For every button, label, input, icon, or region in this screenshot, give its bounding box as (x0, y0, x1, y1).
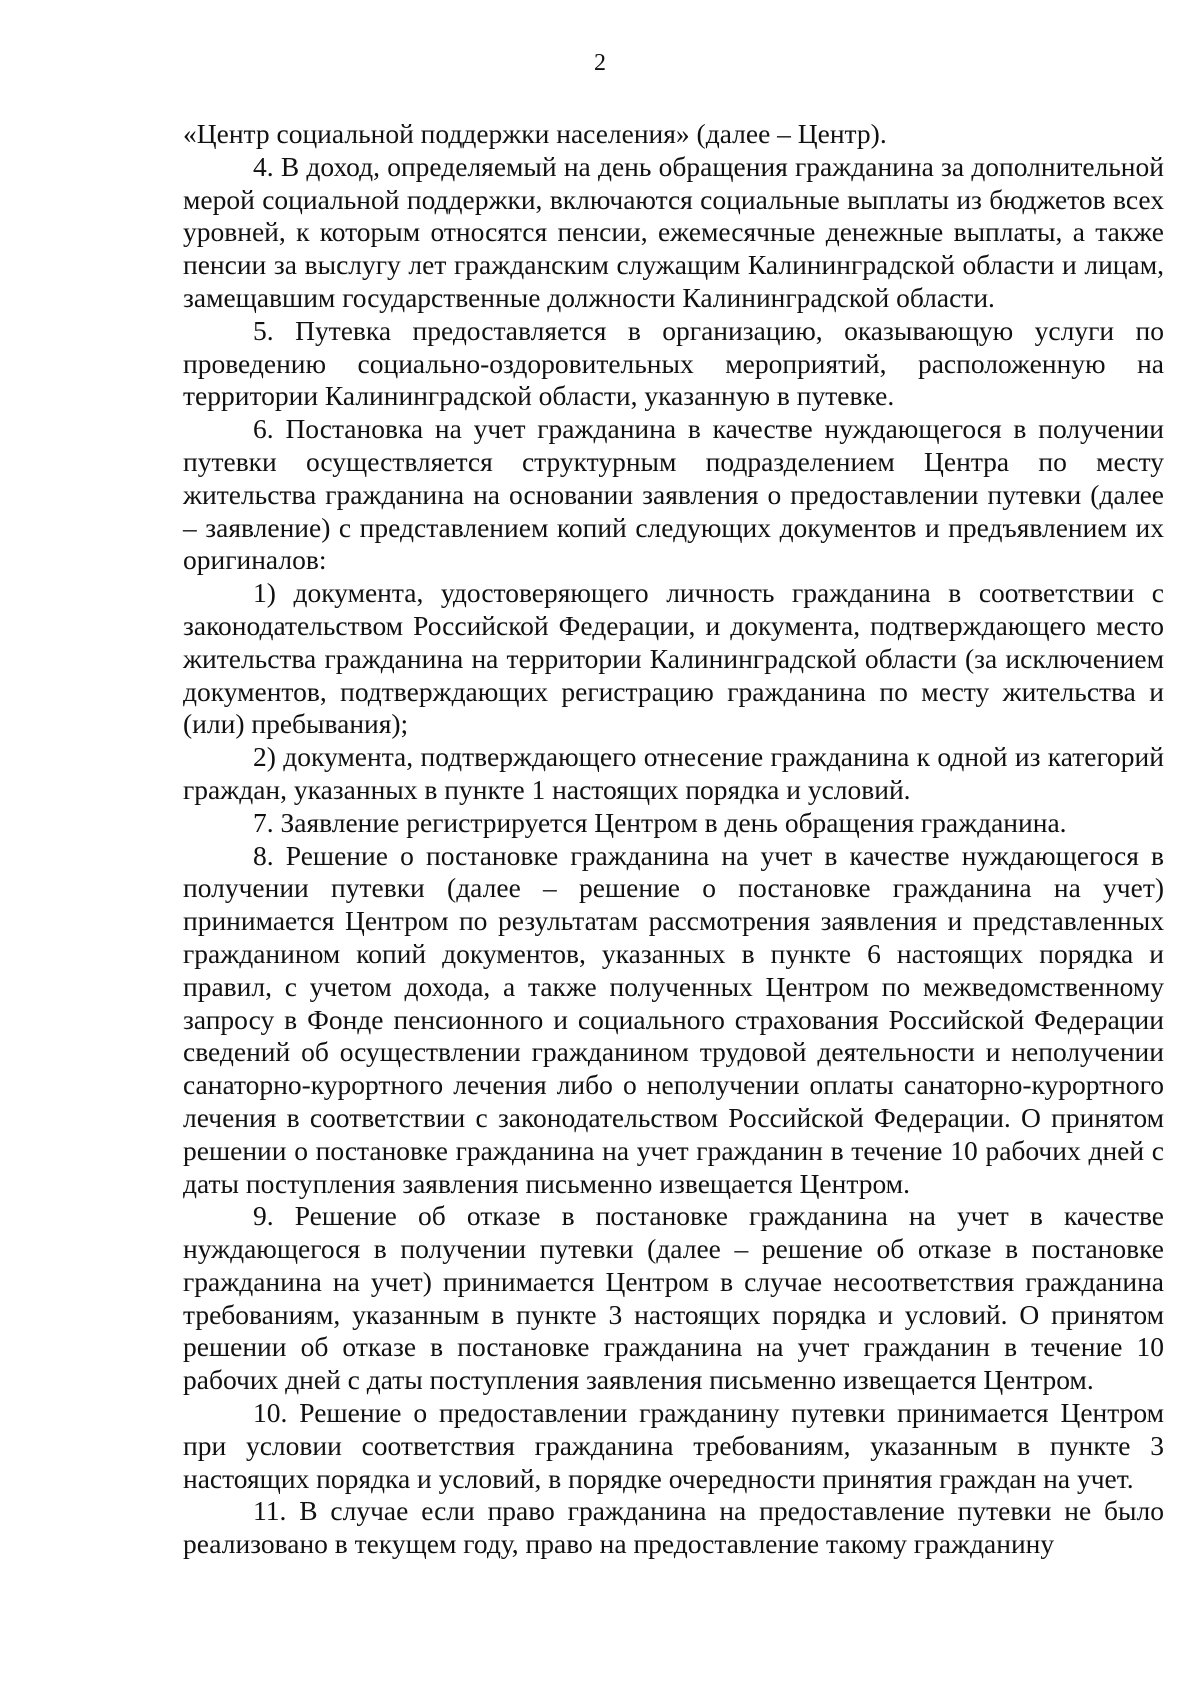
paragraph-item-7: 7. Заявление регистрируется Центром в день обращения гражданина. (253, 806, 1067, 838)
paragraph-item-8: 8. Решение о постановке гражданина на учет в качестве нуждающегося в получении путевки (далее – решение о постановке гражданина на учет) принимается Центром по результатам рассмотрения заявления и представленных гражданином копий документов, указанных в пункте 6 настоящих порядка и правил, с учетом дохода, а также полученных Центром по межведомственному запросу в Фонде пенсионного и социального страхования Российской Федерации сведений об осуществлении гражданином трудовой деятельности и неполучении санаторно-курортного лечения либо о неполучении оплаты санаторно-курортного лечения в соответствии с законодательством Российской Федерации. О принятом решении о постановке гражданина на учет гражданин в течение 10 рабочих дней с даты поступления заявления письменно извещается Центром. (183, 839, 1164, 1199)
paragraph-item-6: 6. Постановка на учет гражданина в качестве нуждающегося в получении путевки осуществляется структурным подразделением Центра по месту жительства гражданина на основании заявления о предоставлении путевки (далее – заявление) с представлением копий следующих документов и предъявлением их оригиналов: (183, 413, 1164, 576)
paragraph-continuation: «Центр социальной поддержки населения» (далее – Центр). (183, 118, 887, 149)
paragraph-item-5: 5. Путевка предоставляется в организацию, оказывающую услуги по проведению социально-оздоровительных мероприятий, расположенную на территории Калининградской области, указанную в путевке. (183, 314, 1164, 412)
paragraph-item-9: 9. Решение об отказе в постановке гражданина на учет в качестве нуждающегося в получении путевки (далее – решение об отказе в постановке гражданина на учет) принимается Центром в случае несоответствия гражданина требованиям, указанным в пункте 3 настоящих порядка и условий. О принятом решении об отказе в постановке гражданина на учет гражданин в течение 10 рабочих дней с даты поступления заявления письменно извещается Центром. (183, 1200, 1164, 1396)
subitem-6-1: 1) документа, удостоверяющего личность гражданина в соответствии с законодательством Российской Федерации, и документа, подтверждающего место жительства гражданина на территории Калининградской области (за исключением документов, подтверждающих регистрацию гражданина по месту жительства и (или) пребывания); (183, 577, 1164, 740)
paragraph-item-10: 10. Решение о предоставлении гражданину путевки принимается Центром при условии соответствия гражданина требованиям, указанным в пункте 3 настоящих порядка и условий, в порядке очередности принятия граждан на учет. (183, 1397, 1164, 1494)
page-number: 2 (594, 50, 606, 76)
paragraph-item-4: 4. В доход, определяемый на день обращения гражданина за дополнительной мерой социальной поддержки, включаются социальные выплаты из бюджетов всех уровней, к которым относятся пенсии, ежемесячные денежные выплаты, а также пенсии за выслугу лет гражданским служащим Калининградской области и лицам, замещавшим государственные должности Калининградской области. (183, 150, 1164, 313)
document-body (183, 118, 1164, 1561)
subitem-6-2: 2) документа, подтверждающего отнесение гражданина к одной из категорий граждан, указанных в пункте 1 настоящих порядка и условий. (183, 741, 1164, 805)
paragraph-item-11: 11. В случае если право гражданина на предоставление путевки не было реализовано в текущем году, право на предоставление такому гражданину (183, 1495, 1164, 1560)
